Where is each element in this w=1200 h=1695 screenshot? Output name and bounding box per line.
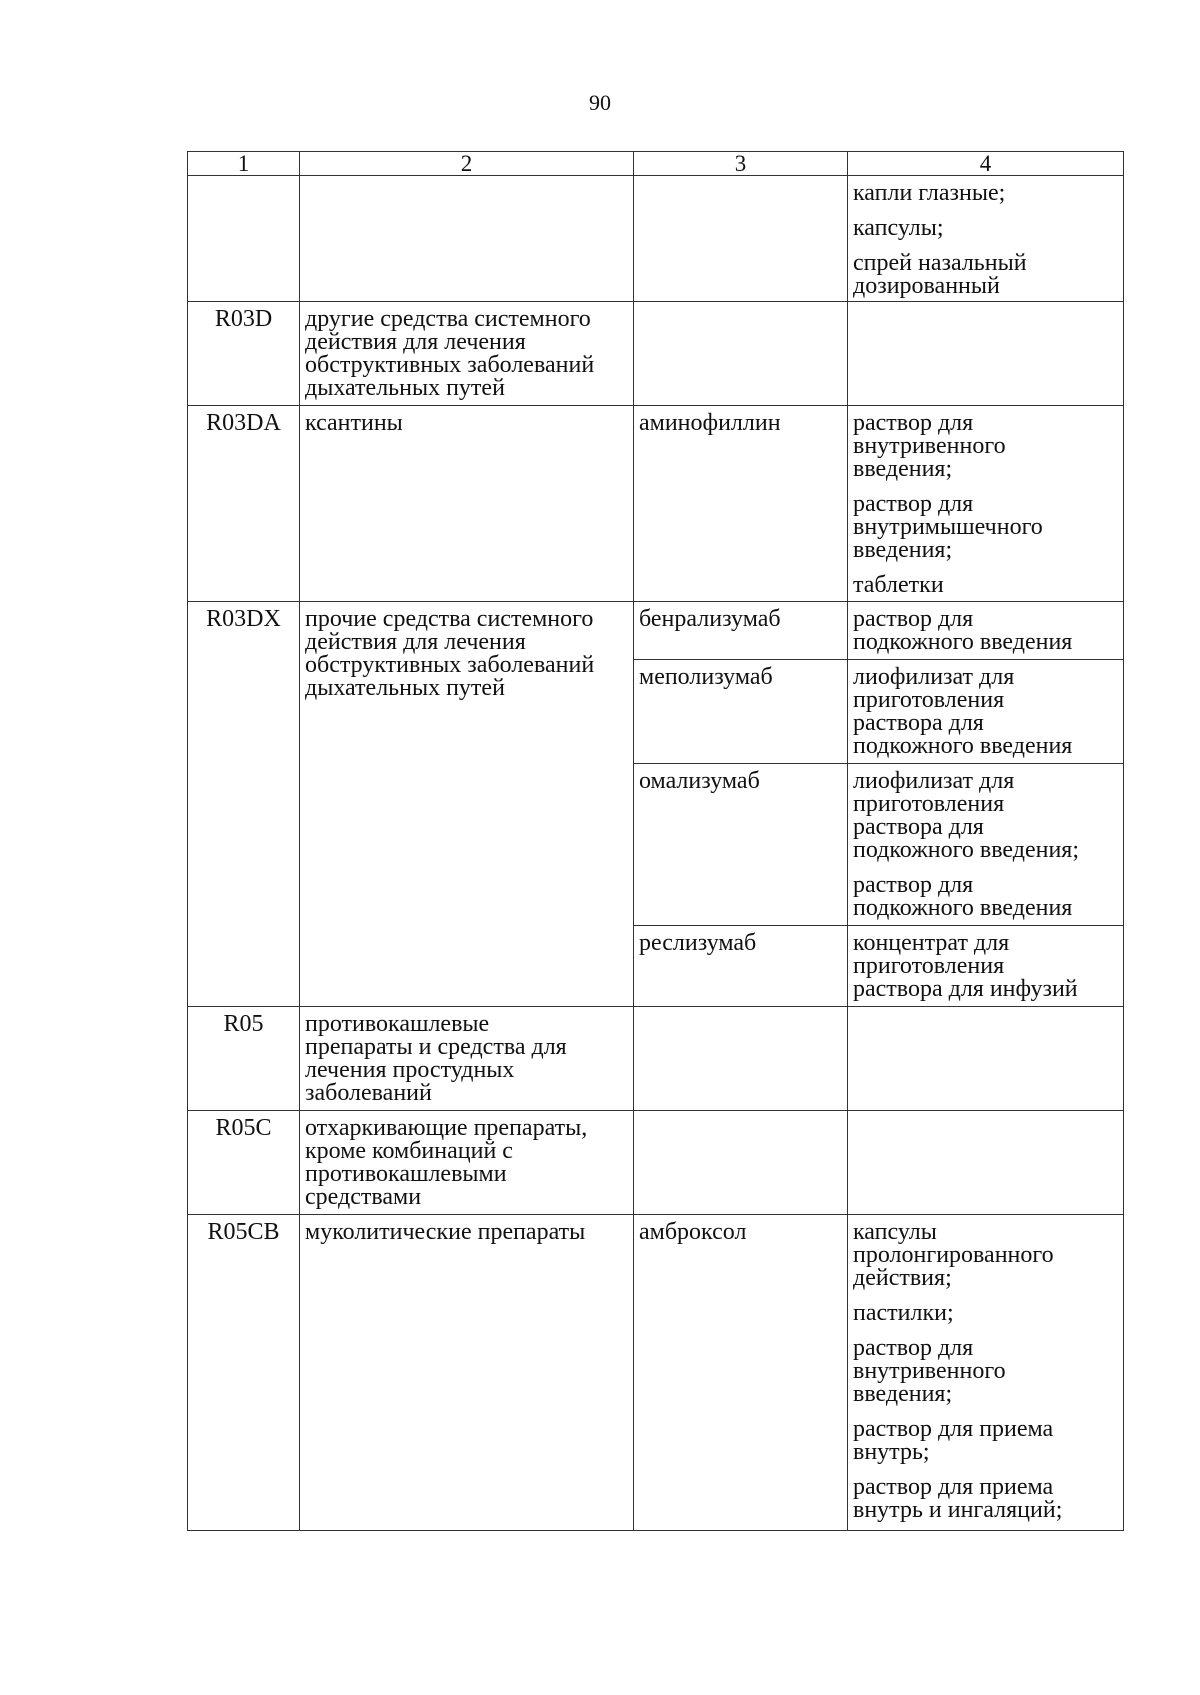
drug-cell	[634, 1111, 848, 1215]
dosage-form	[853, 1476, 1118, 1522]
form-line: приготовления	[853, 791, 1005, 817]
name-line: дыхательных путей	[305, 375, 505, 401]
dosage-form	[853, 182, 1118, 205]
dosage-form	[853, 666, 1118, 758]
drug-cell: меполизумаб	[634, 660, 848, 764]
form-line: раствор для приема	[853, 1416, 1054, 1442]
name-cell	[300, 1215, 634, 1531]
form-line: внутривенного	[853, 1358, 1006, 1384]
form-line: внутрь;	[853, 1439, 930, 1465]
form-line: внутривенного	[853, 433, 1006, 459]
dosage-form	[853, 932, 1118, 1001]
dosage-form-cell	[848, 926, 1124, 1007]
drug-cell	[634, 1007, 848, 1111]
drug-cell: реслизумаб	[634, 926, 848, 1007]
column-header-1: 1	[188, 152, 300, 176]
drug-cell	[634, 176, 848, 302]
form-line: раствор для	[853, 872, 974, 898]
name-line: обструктивных заболеваний	[305, 352, 595, 378]
form-line: капли глазные;	[853, 180, 1006, 206]
dosage-form	[853, 1418, 1118, 1464]
form-line: подкожного введения;	[853, 837, 1079, 863]
name-line: противокашлевыми	[305, 1161, 507, 1187]
drug-cell	[634, 302, 848, 406]
dosage-form	[853, 1302, 1118, 1325]
medication-table	[187, 151, 1124, 1531]
table-row	[188, 1215, 1124, 1531]
name-line: заболеваний	[305, 1080, 432, 1106]
form-line: введения;	[853, 1381, 953, 1407]
code-cell: R05	[188, 1007, 300, 1111]
table-row	[188, 406, 1124, 602]
name-cell	[300, 1007, 634, 1111]
name-line: обструктивных заболеваний	[305, 652, 595, 678]
form-line: раствор для	[853, 1335, 974, 1361]
dosage-form-cell	[848, 1007, 1124, 1111]
name-line: противокашлевые	[305, 1011, 490, 1037]
code-cell: R03D	[188, 302, 300, 406]
drug-cell: бенрализумаб	[634, 602, 848, 660]
column-header-2: 2	[300, 152, 634, 176]
name-line: препараты и средства для	[305, 1034, 567, 1060]
form-line: раствора для	[853, 710, 984, 736]
code-cell	[188, 176, 300, 302]
form-line: раствор для	[853, 410, 974, 436]
form-line: действия;	[853, 1265, 952, 1291]
dosage-form	[853, 1337, 1118, 1406]
name-line: средствами	[305, 1184, 422, 1210]
form-line: капсулы	[853, 1219, 937, 1245]
name-line: муколитические препараты	[305, 1219, 586, 1245]
form-line: раствор для приема	[853, 1474, 1054, 1500]
name-cell	[300, 1111, 634, 1215]
form-line: пролонгированного	[853, 1242, 1054, 1268]
form-line: подкожного введения	[853, 733, 1073, 759]
name-line: другие средства системного	[305, 306, 591, 332]
table-row	[188, 1111, 1124, 1215]
name-line: прочие средства системного	[305, 606, 594, 632]
dosage-form-cell	[848, 176, 1124, 302]
column-header-4: 4	[848, 152, 1124, 176]
dosage-form	[853, 770, 1118, 862]
code-cell: R05CB	[188, 1215, 300, 1531]
table-row	[188, 302, 1124, 406]
form-line: лиофилизат для	[853, 664, 1015, 690]
drug-cell: аминофиллин	[634, 406, 848, 602]
name-line: лечения простудных	[305, 1057, 515, 1083]
drug-cell: амброксол	[634, 1215, 848, 1531]
dosage-form	[853, 412, 1118, 481]
form-line: раствора для	[853, 814, 984, 840]
form-line: приготовления	[853, 687, 1005, 713]
name-cell	[300, 176, 634, 302]
form-line: введения;	[853, 456, 953, 482]
name-line: отхаркивающие препараты,	[305, 1115, 588, 1141]
name-line: дыхательных путей	[305, 675, 505, 701]
column-header-3: 3	[634, 152, 848, 176]
dosage-form	[853, 608, 1118, 654]
form-line: введения;	[853, 537, 953, 563]
name-line: кроме комбинаций с	[305, 1138, 513, 1164]
page-number: 90	[589, 90, 611, 115]
form-line: спрей назальный	[853, 250, 1027, 276]
name-line: ксантины	[305, 410, 403, 436]
dosage-form-cell	[848, 302, 1124, 406]
form-line: концентрат для	[853, 930, 1010, 956]
form-line: внутримышечного	[853, 514, 1043, 540]
dosage-form	[853, 1221, 1118, 1290]
dosage-form	[853, 574, 1118, 597]
dosage-form-cell	[848, 1111, 1124, 1215]
form-line: подкожного введения	[853, 629, 1073, 655]
name-cell	[300, 302, 634, 406]
form-line: приготовления	[853, 953, 1005, 979]
dosage-form	[853, 493, 1118, 562]
dosage-form-cell	[848, 406, 1124, 602]
form-line: раствора для инфузий	[853, 976, 1078, 1002]
form-line: внутрь и ингаляций;	[853, 1497, 1063, 1523]
name-cell	[300, 406, 634, 602]
name-line: действия для лечения	[305, 629, 526, 655]
table-row	[188, 176, 1124, 302]
dosage-form	[853, 217, 1118, 240]
dosage-form-cell	[848, 602, 1124, 660]
drug-cell: омализумаб	[634, 764, 848, 926]
form-line: подкожного введения	[853, 895, 1073, 921]
name-line: действия для лечения	[305, 329, 526, 355]
code-cell: R03DA	[188, 406, 300, 602]
code-cell: R05C	[188, 1111, 300, 1215]
form-line: раствор для	[853, 491, 974, 517]
dosage-form-cell	[848, 764, 1124, 926]
name-cell	[300, 602, 634, 1007]
code-cell: R03DX	[188, 602, 300, 1007]
header-row	[188, 152, 1124, 176]
form-line: раствор для	[853, 606, 974, 632]
dosage-form-cell	[848, 1215, 1124, 1531]
table-row	[188, 602, 1124, 660]
table-row	[188, 1007, 1124, 1111]
form-line: дозированный	[853, 273, 1000, 299]
dosage-form-cell	[848, 660, 1124, 764]
dosage-form	[853, 874, 1118, 920]
dosage-form	[853, 252, 1118, 298]
form-line: капсулы;	[853, 215, 944, 241]
form-line: пастилки;	[853, 1300, 954, 1326]
form-line: таблетки	[853, 572, 944, 598]
form-line: лиофилизат для	[853, 768, 1015, 794]
